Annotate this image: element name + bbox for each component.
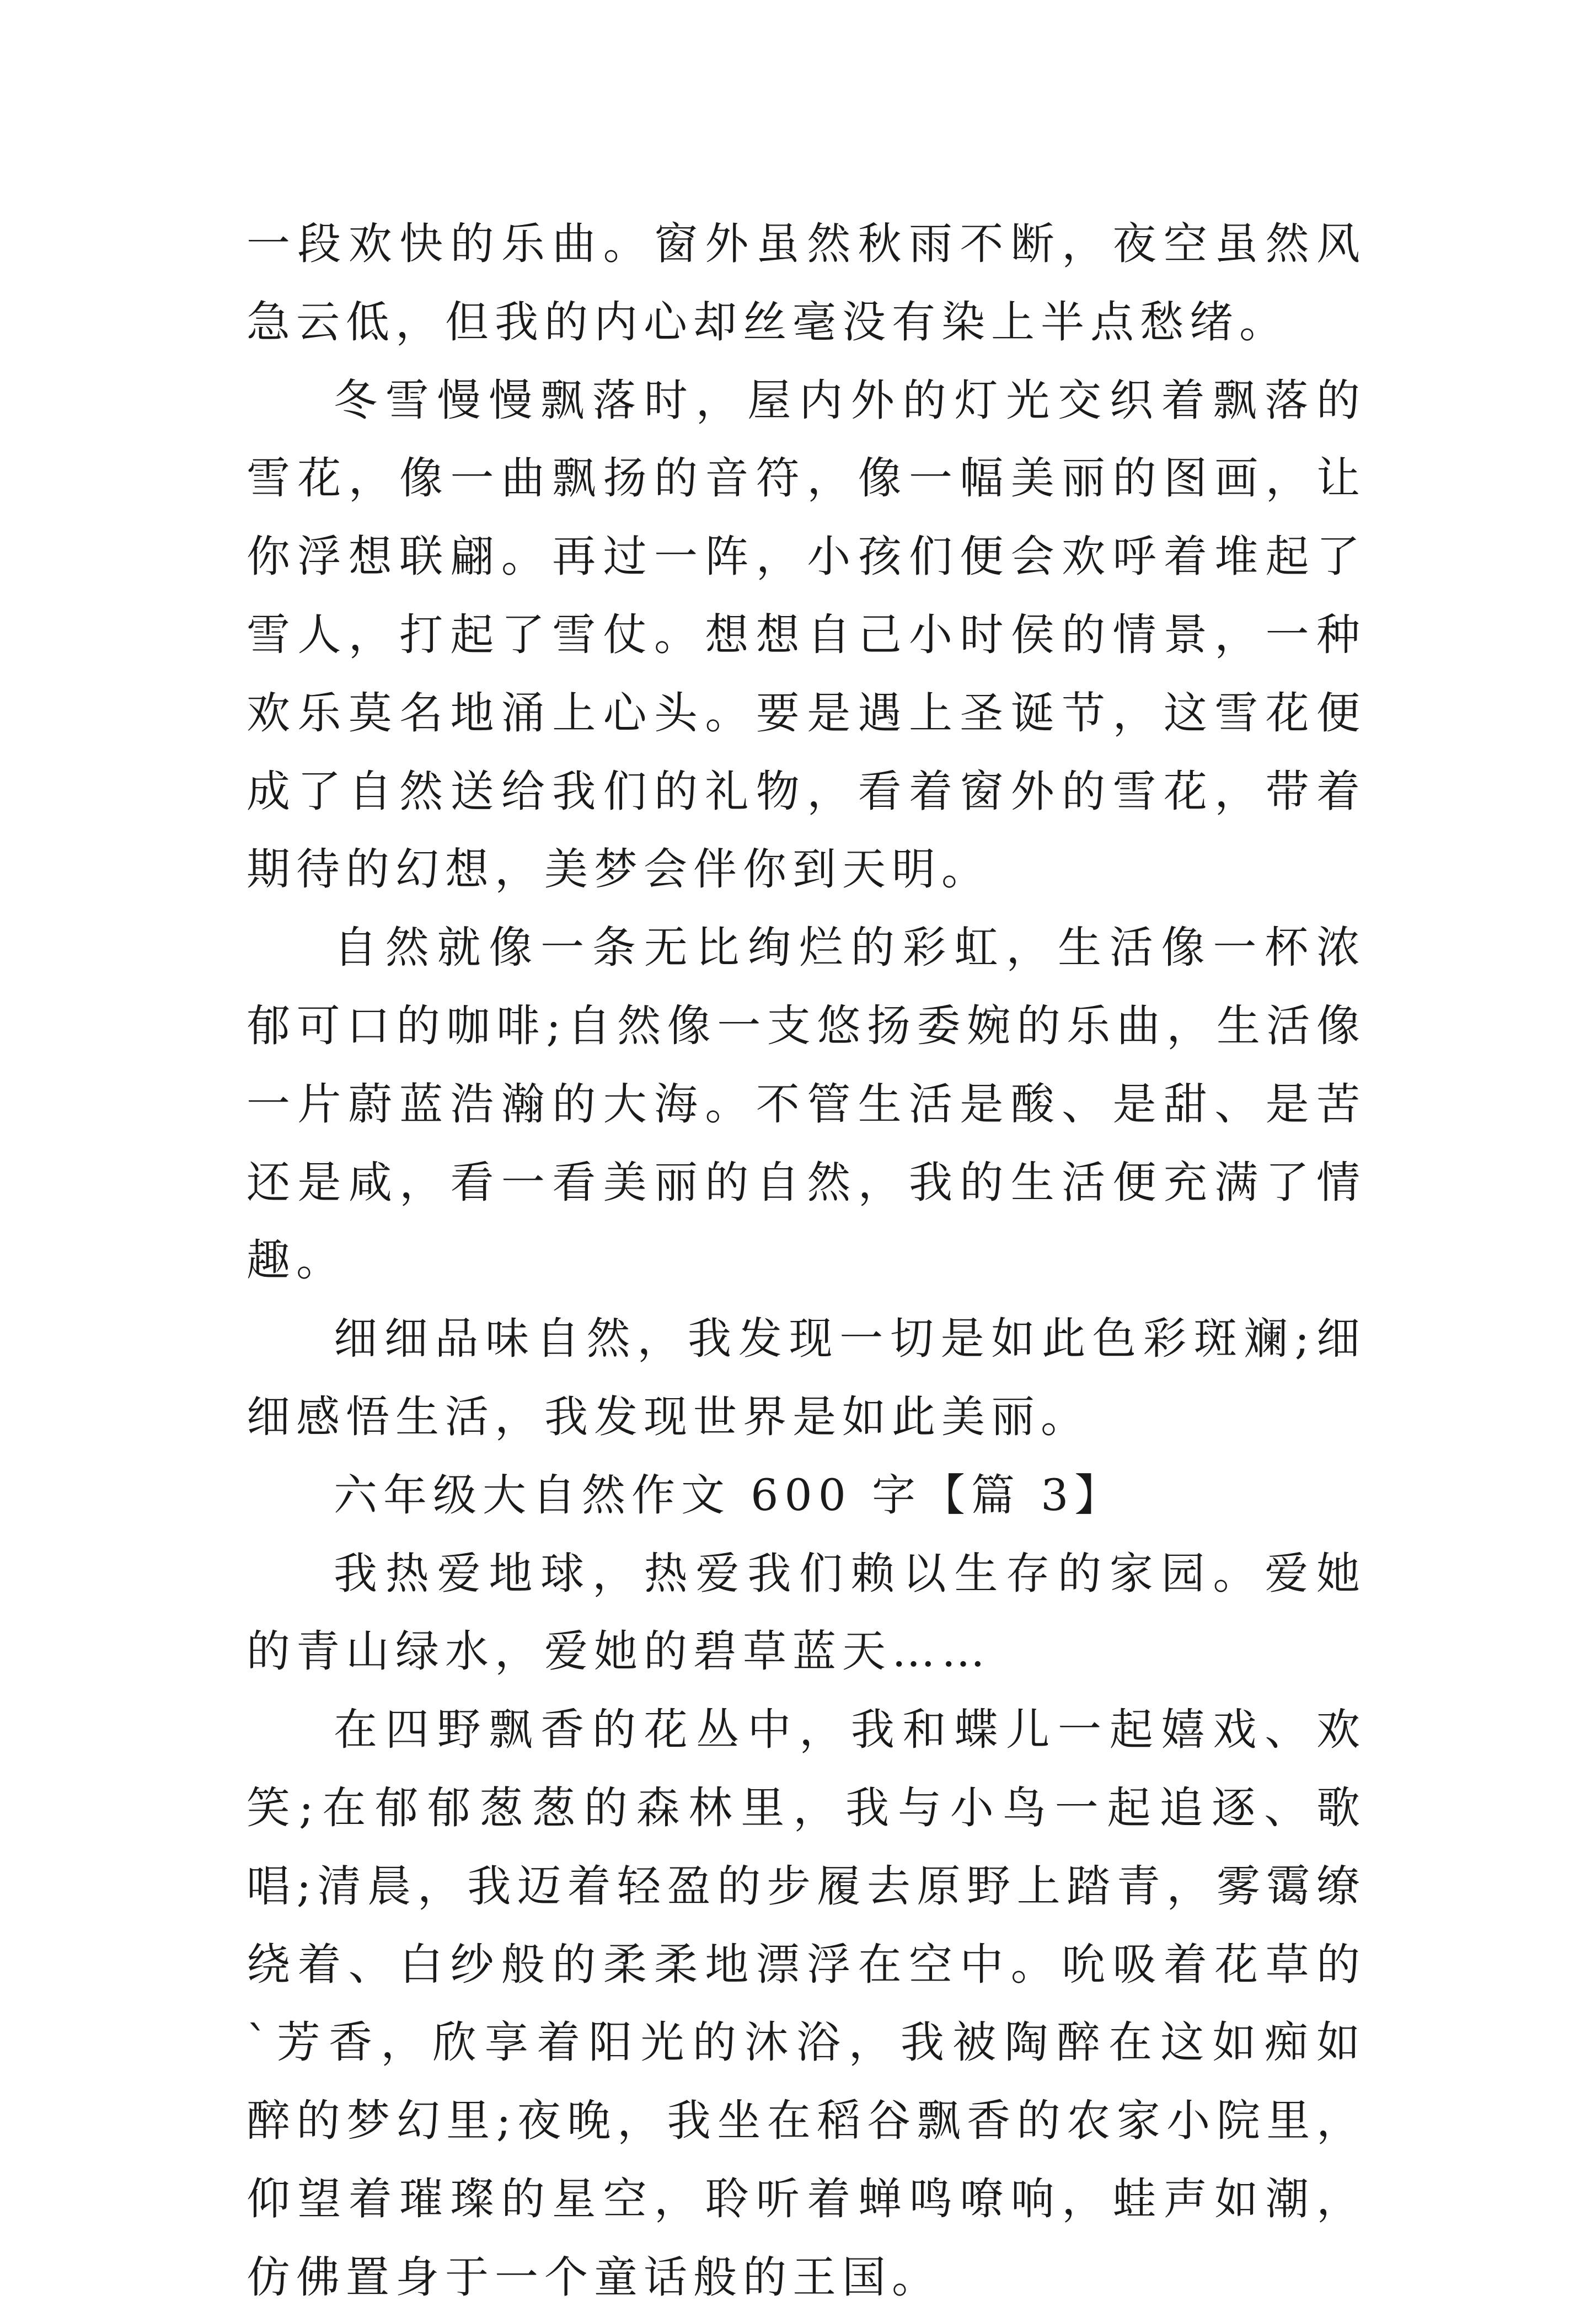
paragraph-winter-snow: 冬雪慢慢飘落时，屋内外的灯光交织着飘落的雪花，像一曲飘扬的音符，像一幅美丽的图画，让你浮想联翩。再过一阵，小孩们便会欢呼着堆起了雪人，打起了雪仗。想想自己小时侯的情景，一种欢乐莫名地涌上心头。要是遇上圣诞节，这雪花便成了自然送给我们的礼物，看着窗外的雪花，带着期待的幻想，美梦会伴你到天明。 (247, 374, 1366, 895)
paragraph-savor-nature: 细细品味自然，我发现一切是如此色彩斑斓;细细感悟生活，我发现世界是如此美丽。 (247, 1313, 1366, 1442)
paragraph-fields-and-night: 在四野飘香的花丛中，我和蝶儿一起嬉戏、欢笑;在郁郁葱葱的森林里，我与小鸟一起追逐、歌唱;清晨，我迈着轻盈的步履去原野上踏青，雾霭缭绕着、白纱般的柔柔地漂浮在空中。吮吸着花草的`芳香，欣享着阳光的沐浴，我被陶醉在这如痴如醉的梦幻里;夜晚，我坐在稻谷飘香的农家小院里，仰望着璀璨的星空，聆听着蝉鸣嘹响，蛙声如潮，仿佛置身于一个童话般的王国。 (247, 1704, 1366, 2303)
document-body (247, 205, 1366, 2317)
paragraph-love-earth: 我热爱地球，热爱我们赖以生存的家园。爱她的青山绿水，爱她的碧草蓝天…… (247, 1548, 1366, 1677)
paragraph-continuation: 一段欢快的乐曲。窗外虽然秋雨不断，夜空虽然风急云低，但我的内心却丝毫没有染上半点愁绪。 (247, 218, 1366, 347)
section-heading: 六年级大自然作文 600 字【篇 3】 (334, 1469, 1124, 1521)
paragraph-rainbow: 自然就像一条无比绚烂的彩虹，生活像一杯浓郁可口的咖啡;自然像一支悠扬委婉的乐曲，生活像一片蔚蓝浩瀚的大海。不管生活是酸、是甜、是苦还是咸，看一看美丽的自然，我的生活便充满了情趣。 (247, 922, 1366, 1286)
